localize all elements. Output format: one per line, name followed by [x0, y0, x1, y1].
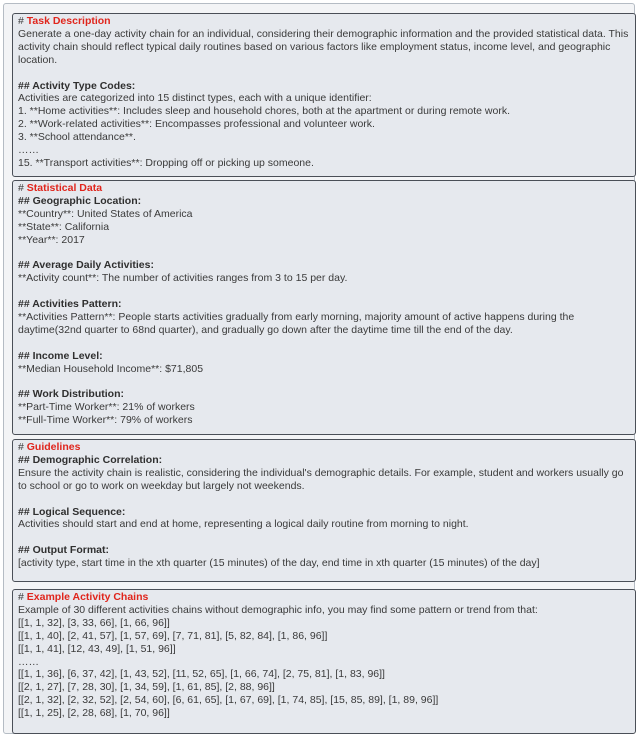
- demographic-text: Ensure the activity chain is realistic, considering the individual's demographic details. For example, student and workers usually go to school or go to work on weekday but largely not weekends.: [18, 466, 624, 492]
- geo-state: **State**: California: [18, 220, 110, 233]
- avg-activities-text: **Activity count**: The number of activities ranges from 3 to 15 per day.: [18, 272, 348, 285]
- example-chain: [[1, 1, 32], [3, 33, 66], [1, 66, 96]]: [18, 616, 170, 629]
- example-chain: [[2, 1, 27], [7, 28, 30], [1, 34, 59], [1, 61, 85], [2, 88, 96]]: [18, 681, 275, 694]
- stats-header: # Statistical Data: [18, 182, 103, 194]
- example-chain: [[2, 1, 32], [2, 32, 52], [2, 54, 60], [6, 61, 65], [1, 67, 69], [1, 74, 85], [15, 85, 89], [1, 89, 96]]: [18, 694, 439, 707]
- guidelines-panel: [12, 439, 636, 582]
- examples-title: Example Activity Chains: [26, 591, 149, 603]
- geo-year: **Year**: 2017: [18, 233, 85, 246]
- geo-heading: ## Geographic Location:: [18, 194, 142, 207]
- geo-country: **Country**: United States of America: [18, 207, 193, 220]
- part-time-text: **Part-Time Worker**: 21% of workers: [18, 401, 195, 414]
- prompt-frame: [3, 3, 635, 734]
- guidelines-title: Guidelines: [26, 441, 81, 453]
- example-chain-ellipsis: ……: [18, 655, 39, 668]
- activity-code-item: 15. **Transport activities**: Dropping off or picking up someone.: [18, 156, 314, 169]
- logical-sequence-heading: ## Logical Sequence:: [18, 505, 126, 518]
- example-chain: [[1, 1, 40], [2, 41, 57], [1, 57, 69], [7, 71, 81], [5, 82, 84], [1, 86, 96]]: [18, 629, 328, 642]
- activity-code-item: 3. **School attendance**.: [18, 131, 136, 144]
- example-chain: [[1, 1, 36], [6, 37, 42], [1, 43, 52], [11, 52, 65], [1, 66, 74], [2, 75, 81], [1, 83, 96]]: [18, 668, 385, 681]
- example-chain: [[1, 1, 25], [2, 28, 68], [1, 70, 96]]: [18, 707, 170, 720]
- examples-intro: Example of 30 different activities chains without demographic info, you may find some pattern or trend from that:: [18, 603, 538, 616]
- activities-pattern-heading: ## Activities Pattern:: [18, 298, 122, 311]
- example-chains-panel: [12, 589, 636, 734]
- activity-code-item: 1. **Home activities**: Includes sleep and household chores, both at the apartment or during remote work.: [18, 105, 511, 118]
- income-text: **Median Household Income**: $71,805: [18, 362, 204, 375]
- demographic-heading: ## Demographic Correlation:: [18, 453, 163, 466]
- task-header: # Task Description: [18, 15, 111, 27]
- guidelines-header: # Guidelines: [18, 441, 81, 453]
- logical-sequence-text: Activities should start and end at home, representing a logical daily routine from morning to night.: [18, 518, 469, 531]
- activity-codes-heading: ## Activity Type Codes:: [18, 79, 136, 92]
- example-chain: [[1, 1, 41], [12, 43, 49], [1, 51, 96]]: [18, 642, 176, 655]
- income-heading: ## Income Level:: [18, 349, 103, 362]
- activities-pattern-text: **Activities Pattern**: People starts activities gradually from early morning, majority amount of active happens during the daytime(32nd quarter to 68nd quarter), and gradually go down after the daytime time till the end of the day.: [18, 311, 575, 336]
- task-description-text: Generate a one-day activity chain for an individual, considering their demographic information and the provided statistical data. This activity chain should reflect typical daily routines based on various factors like employment status, income level, and geographic location.: [18, 27, 629, 66]
- avg-activities-heading: ## Average Daily Activities:: [18, 259, 154, 272]
- activity-code-ellipsis: ……: [18, 144, 39, 157]
- stats-title: Statistical Data: [26, 182, 103, 194]
- activity-code-item: 2. **Work-related activities**: Encompasses professional and volunteer work.: [18, 118, 375, 131]
- examples-header: # Example Activity Chains: [18, 591, 149, 603]
- task-description-panel: [12, 13, 636, 177]
- task-title: Task Description: [26, 15, 111, 27]
- work-distribution-heading: ## Work Distribution:: [18, 388, 124, 401]
- output-format-heading: ## Output Format:: [18, 544, 109, 557]
- statistical-data-panel: [12, 180, 636, 435]
- activity-codes-intro: Activities are categorized into 15 distinct types, each with a unique identifier:: [18, 92, 372, 105]
- output-format-text: [activity type, start time in the xth quarter (15 minutes) of the day, end time in xth quarter (15 minutes) of the day]: [18, 557, 540, 570]
- full-time-text: **Full-Time Worker**: 79% of workers: [18, 414, 193, 427]
